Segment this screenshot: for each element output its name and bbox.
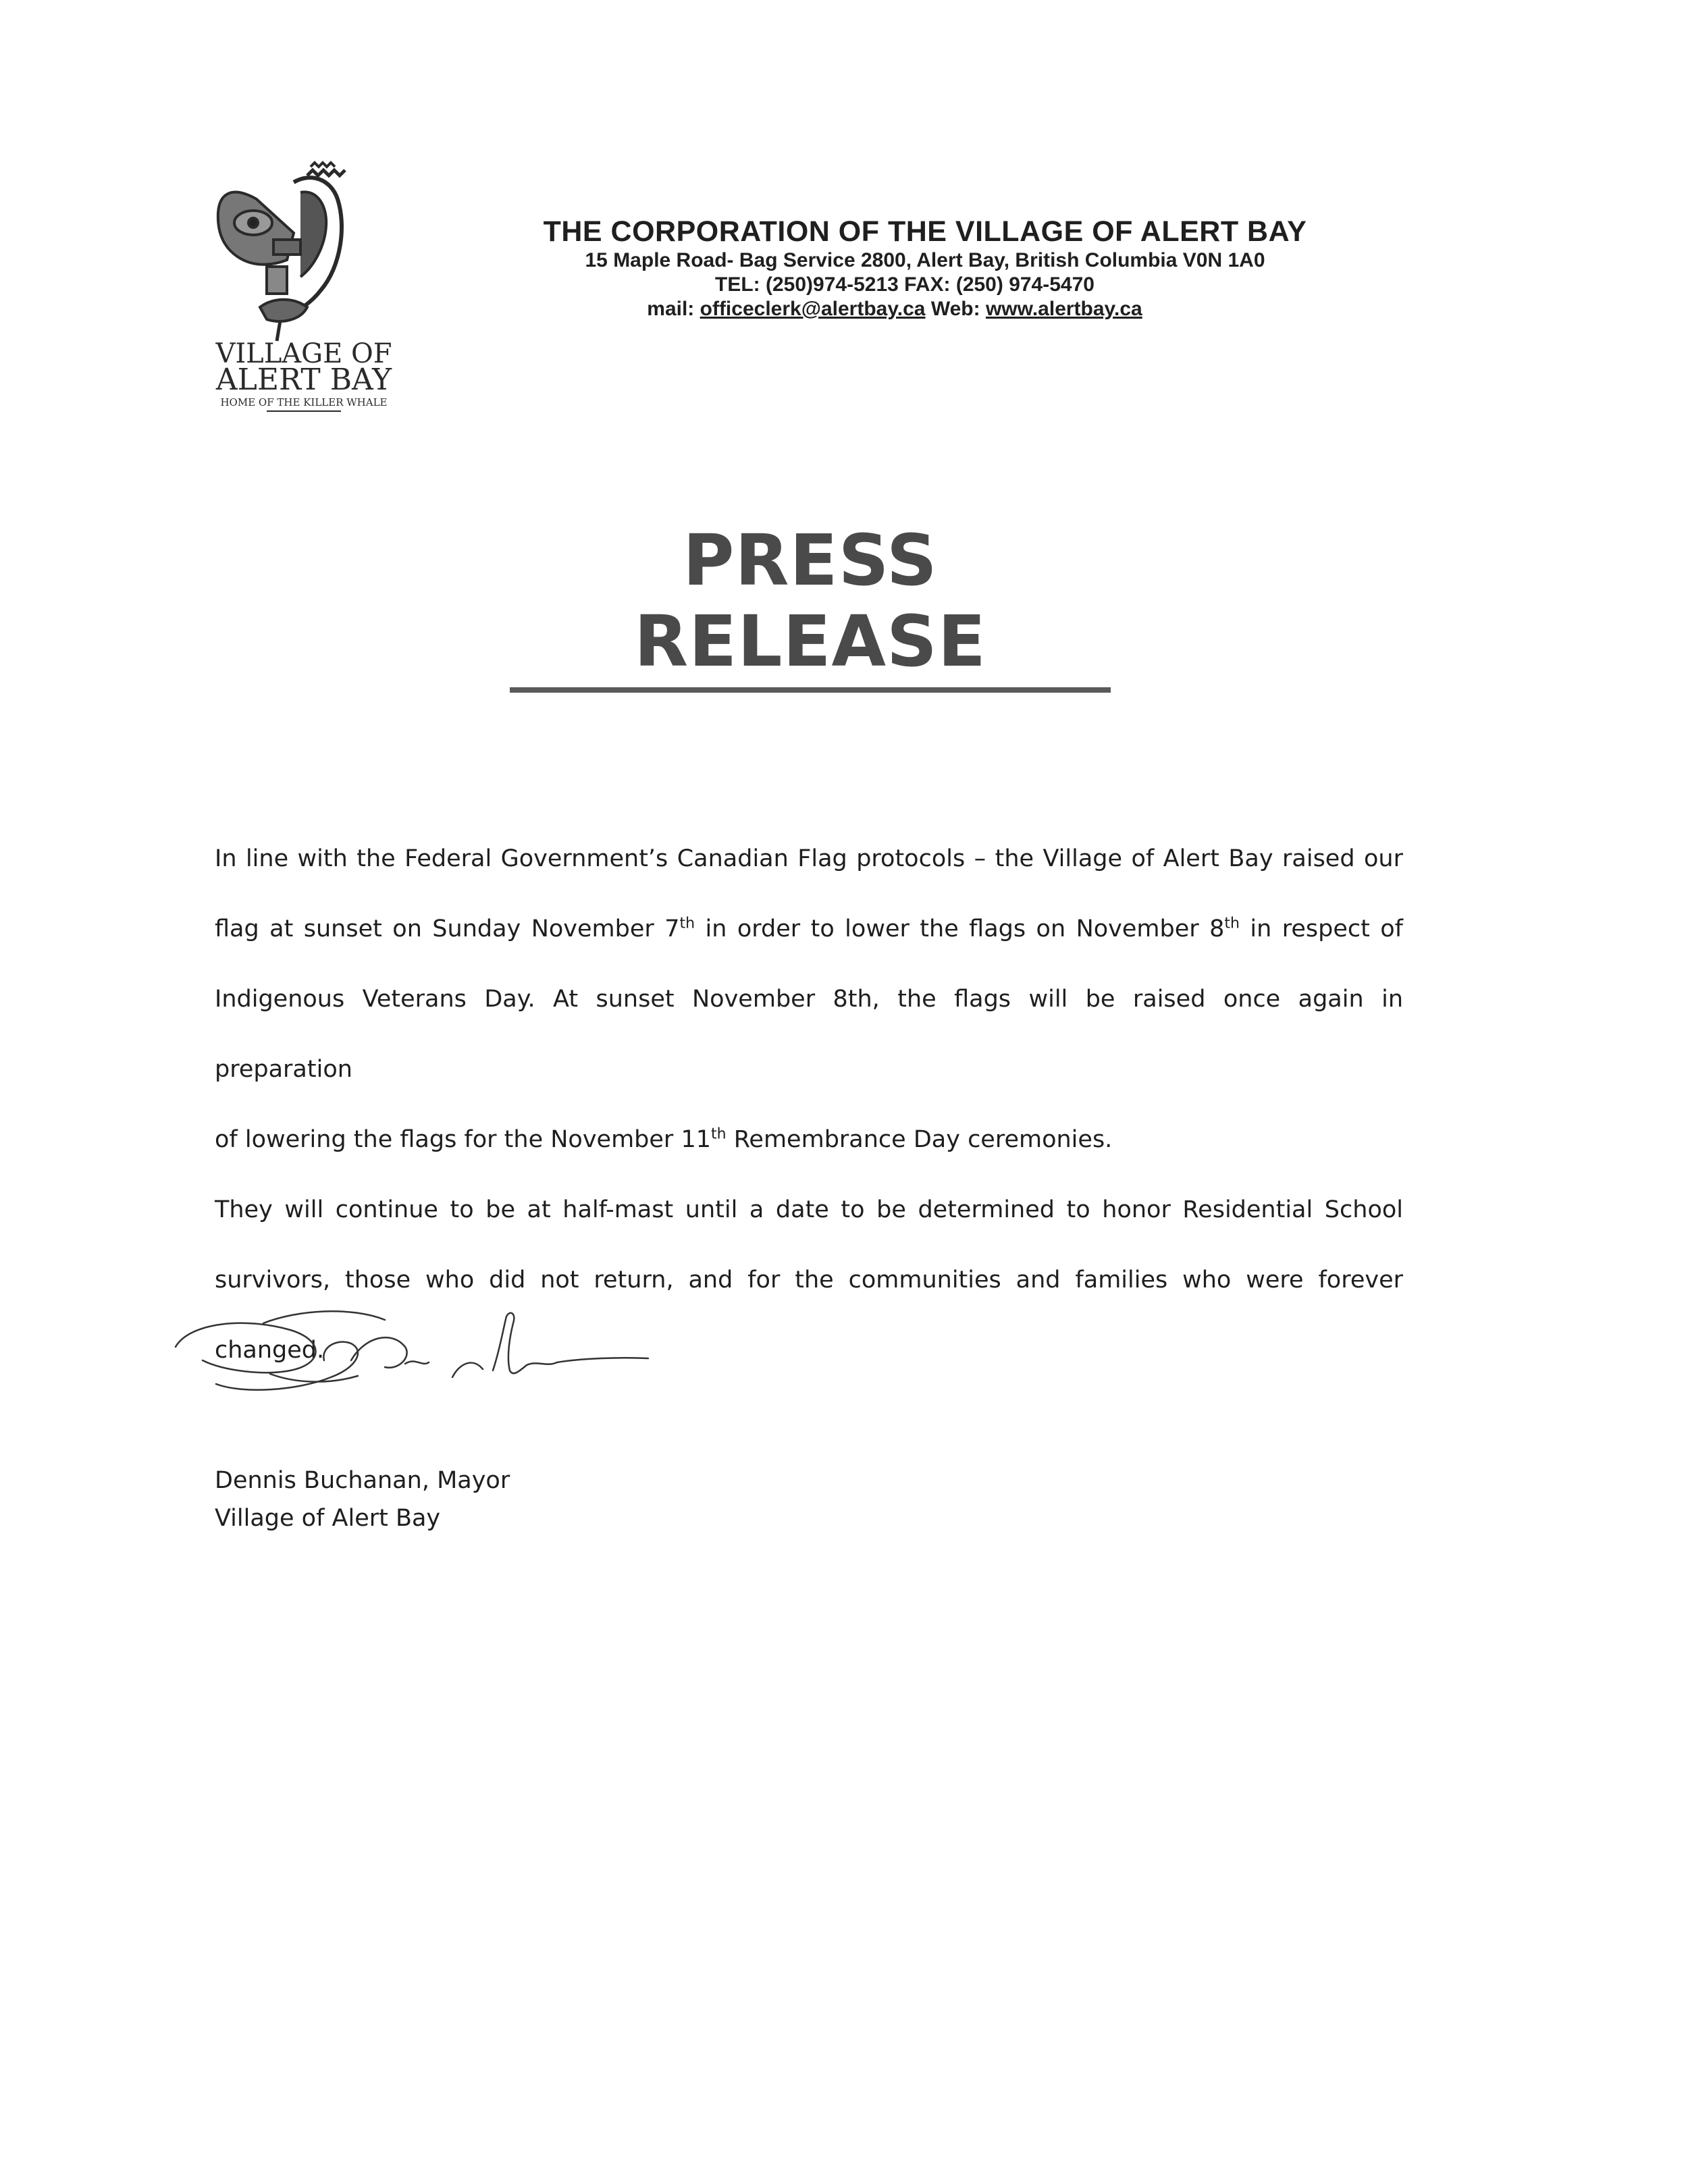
paragraph-line: They will continue to be at half-mast until a date to be determined to honor Residential School [215, 1196, 1403, 1223]
page-title: PRESS RELEASE [634, 519, 986, 683]
title-underline [510, 687, 1111, 693]
title-block [510, 520, 1111, 693]
text-run: in order to lower the flags on November 8 [695, 915, 1225, 942]
signer-name: Dennis Buchanan, Mayor [215, 1467, 510, 1494]
paragraph-line [215, 1104, 1403, 1175]
logo-line2: ALERT BAY [215, 363, 392, 397]
handwritten-signature [162, 1283, 662, 1431]
web-label: Web: [925, 298, 986, 320]
paragraph-1 [215, 824, 1403, 1175]
logo-line1: VILLAGE OF [215, 338, 392, 369]
contact-line [398, 297, 1391, 321]
paragraph-line: survivors, those who did not return, and for the communities and families who were forever changed. [215, 1267, 1403, 1364]
paragraph-line [215, 894, 1403, 964]
signer-organization: Village of Alert Bay [215, 1505, 441, 1532]
logo-tagline: HOME OF THE KILLER WHALE [220, 396, 388, 408]
phone-fax-line: TEL: (250)974-5213 FAX: (250) 974-5470 [715, 273, 1094, 296]
signer-block [215, 1462, 510, 1537]
paragraph-line: In line with the Federal Government’s Canadian Flag protocols – the Village of Alert Bay raised our [215, 845, 1403, 872]
organization-name: THE CORPORATION OF THE VILLAGE OF ALERT BAY [543, 215, 1307, 248]
website-link[interactable]: www.alertbay.ca [985, 298, 1142, 320]
text-run: in respect of [1239, 915, 1404, 942]
paragraph-line: Indigenous Veterans Day. At sunset November 8th, the flags will be raised once again in preparation [215, 986, 1403, 1083]
mail-label: mail: [647, 298, 700, 320]
letterhead [378, 215, 1391, 321]
text-run: flag at sunset on Sunday November 7 [215, 915, 680, 942]
text-run: of lowering the flags for the November 11 [215, 1126, 711, 1153]
ordinal-suffix: th [679, 915, 695, 932]
ordinal-suffix: th [710, 1125, 727, 1143]
ordinal-suffix: th [1224, 915, 1240, 932]
text-run: Remembrance Day ceremonies. [726, 1126, 1113, 1153]
address-line: 15 Maple Road- Bag Service 2800, Alert Bay, British Columbia V0N 1A0 [585, 249, 1265, 271]
email-link[interactable]: officeclerk@alertbay.ca [700, 298, 926, 320]
